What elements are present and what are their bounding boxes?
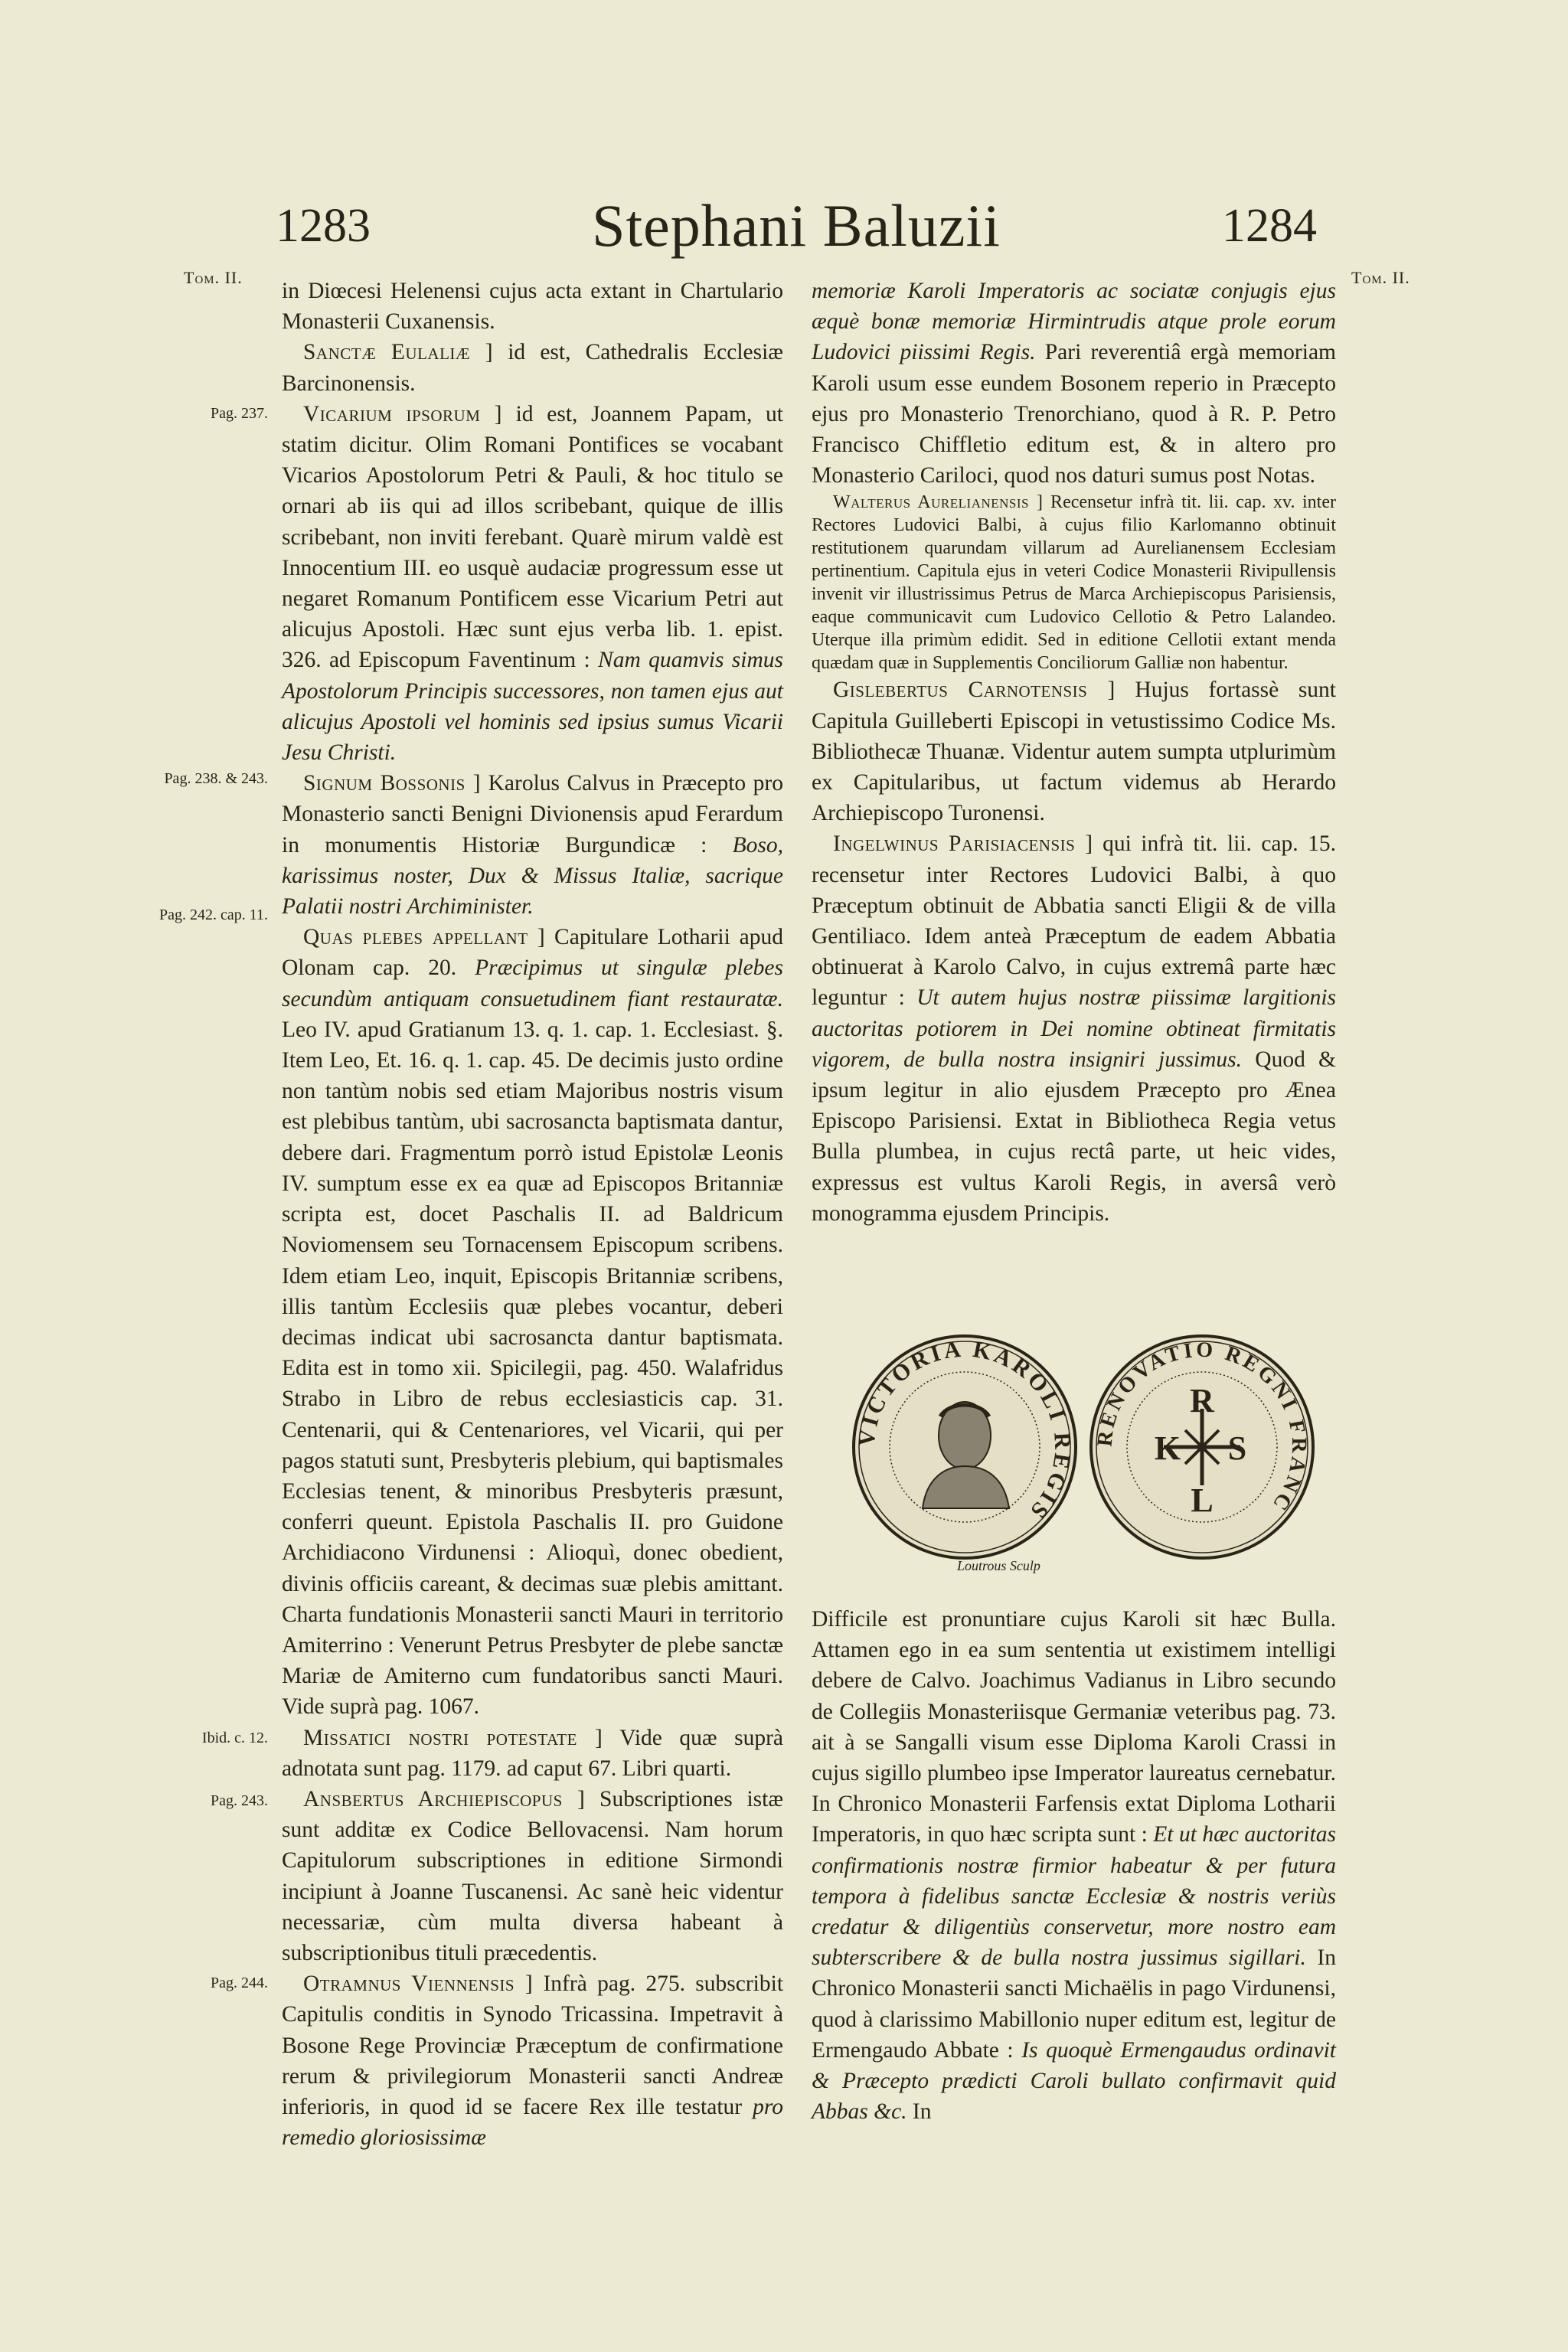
right-column	[812, 276, 1336, 1229]
right-column-continued	[812, 1604, 1336, 2127]
paragraph: Ansbertus Archiepiscopus ] Subscriptiones istæ sunt additæ ex Codice Bellovacensi. Nam horum Capitulorum subscriptiones in editione Sirmondi incipiunt à Joanne Tuscanensi. Ac sanè heic videntur necessariæ, cùm multa diversa habeant à subscriptionibus tituli præcedentis.	[282, 1786, 783, 1965]
margin-note: Pag. 242. cap. 11.	[158, 906, 268, 923]
paragraph: Signum Bossonis ] Karolus Calvus in Præcepto pro Monasterio sancti Benigni Divionensis apud Ferardum in monumentis Historiæ Burgundicæ : Boso, karissimus noster, Dux & Missus Italiæ, sacrique Palatii nostri Archiminister.	[282, 771, 783, 920]
paragraph: Otramnus Viennensis ] Infrà pag. 275. subscribit Capitulis conditis in Synodo Tricassina. Impetravit à Bosone Rege Provinciæ Præceptum de confirmatione rerum & privilegiorum Monasterii sancti Andreæ inferioris, in quod id se facere Rex ille testatur pro remedio gloriosissimæ	[282, 1971, 784, 2151]
seal-reverse-image	[1087, 1332, 1317, 1562]
paragraph: Sanctæ Eulaliæ ] id est, Cathedralis Ecclesiæ Barcinonensis.	[282, 340, 783, 396]
running-title: Stephani Baluzii	[592, 192, 1001, 259]
engraver-signature: Loutrous Sculp	[957, 1558, 1040, 1573]
tome-label-right: Tom. II.	[1351, 268, 1410, 287]
page-number-left: 1283	[276, 200, 371, 252]
paragraph: Difficile est pronuntiare cujus Karoli sit hæc Bulla. Attamen ego in ea sum sententia ut existimem intelligi debere de Calvo. Joachimus Vadianus in Libro secundo de Collegiis Monasteriisque Germaniæ veteribus pag. 73. ait à se Sangalli visum esse Diploma Karoli Crassi in cujus sigillo plumbeo ipse Imperator laureatus cernebatur. In Chronico Monasterii Farfensis extat Diploma Lotharii Imperatoris, in quo hæc scripta sunt : Et ut hæc auctoritas confirmationis nostræ firmior habeatur & per futura tempora à fidelibus sanctæ Ecclesiæ & nostris veriùs credatur & diligentiùs conservetur, more nostro eam subterscribere & de bulla nostra jussimus sigillari. In Chronico Monasterii sancti Michaëlis in pago Virdunensi, quod à clarissimo Mabillonio nuper editum est, legitur de Ermengaudo Abbate : Is quoquè Ermengaudus ordinavit & Præcepto prædicti Caroli bullato confirmavit quid Abbas &c. In	[812, 1607, 1337, 2125]
paragraph: memoriæ Karoli Imperatoris ac sociatæ conjugis ejus æquè bonæ memoriæ Hirmintrudis atque prole eorum Ludovici piissimi Regis. Pari reverentiâ ergà memoriam Karoli usum esse eundem Bosonem reperio in Præcepto ejus pro Monasterio Trenorchiano, quod à R. P. Petro Francisco Chiffletio editum est, & in altero pro Monasterio Cariloci, quod nos daturi sumus post Notas.	[812, 279, 1336, 488]
margin-note: Pag. 237.	[211, 405, 268, 422]
page-number-right: 1284	[1222, 200, 1317, 252]
paragraph: Vicarium ipsorum ] id est, Joannem Papam, ut statim dicitur. Olim Romani Pontifices se vocabant Vicarios Apostolorum Petri & Pauli, & hoc titulo se ornari ab iis qui ad illos scribebant, quique de illis scribebant, non inviti ferebant. Quarè mirum valdè est Innocentium III. eo usquè audaciæ progressum esse ut negaret Romanum Pontificem esse Vicarium Petri aut alicujus Apostoli. Hæc sunt ejus verba lib. 1. epist. 326. ad Episcopum Faventinum : Nam quamvis simus Apostolorum Principis successores, non tamen ejus aut alicujus Apostoli vel hominis sed ipsius sumus Vicarii Jesu Christi.	[282, 401, 783, 766]
paragraph: in Diœcesi Helenensi cujus acta extant in Chartulario Monasterii Cuxanensis.	[282, 279, 783, 335]
margin-note: Pag. 238. & 243.	[164, 770, 268, 787]
seal-figure	[842, 1332, 1332, 1592]
margin-note: Pag. 244.	[211, 1975, 268, 1991]
monogram-letter: K	[1154, 1429, 1181, 1467]
paragraph: Ingelwinus Parisiacensis ] qui infrà tit. lii. cap. 15. recensetur inter Rectores Ludovici Balbi, à quo Præceptum obtinuit de Abbatia sancti Eligii & de villa Gentiliaco. Idem anteà Præceptum de eadem Abbatia obtinuerat à Karolo Calvo, in cujus extremâ parte hæc leguntur : Ut autem hujus nostræ piissimæ largitionis auctoritas potiorem in Dei nomine obtineat firmitatis vigorem, de bulla nostra insigniri jussimus. Quod & ipsum legitur in alio ejusdem Præcepto pro Ænea Episcopo Parisiensi. Extat in Bibliotheca Regia vetus Bulla plumbea, in cujus rectâ parte, ut heic vides, expressus est vultus Karoli Regis, in aversâ verò monogramma ejusdem Principis.	[812, 831, 1336, 1226]
monogram-letter: S	[1227, 1429, 1247, 1467]
left-column	[282, 276, 783, 2153]
monogram-letter: L	[1191, 1481, 1214, 1519]
seal-obverse-image	[850, 1332, 1080, 1562]
paragraph-small: Walterus Aurelianensis ] Recensetur infrà tit. lii. cap. xv. inter Rectores Ludovici Balbi, à cujus filio Karlomanno obtinuit restitutionem quarundam villarum ad Aurelianensem Ecclesiam pertinentium. Capitula ejus in veteri Codice Monasterii Rivipullensis invenit vir illustrissimus Petrus de Marca Archiepiscopus Parisiensis, eaque communicavit cum Ludovico Cellotio & Petro Lalandeo. Uterque illa primùm edidit. Sed in editione Cellotii extant menda quædam quæ in Supplementis Conciliorum Galliæ non habentur.	[812, 492, 1336, 674]
svg-text:VICTORIA KAROLI REGIS: VICTORIA KAROLI REGIS	[854, 1336, 1076, 1526]
page-header	[260, 191, 1332, 268]
tome-label-left: Tom. II.	[184, 268, 243, 287]
margin-note: Ibid. c. 12.	[201, 1730, 268, 1746]
monogram-letter: R	[1190, 1382, 1214, 1419]
paragraph: Quas plebes appellant ] Capitulare Lotharii apud Olonam cap. 20. Præcipimus ut singulæ plebes secundùm antiquam consuetudinem fiant restauratæ. Leo IV. apud Gratianum 13. q. 1. cap. 1. Ecclesiast. §. Item Leo, Et. 16. q. 1. cap. 45. De decimis justo ordine non tantùm nobis sed etiam Majoribus nostris visum est plebibus tantùm, ubi sacrosancta baptismata dantur, debere dari. Fragmentum porrò istud Epistolæ Leonis IV. sumptum esse ex ea quæ ad Episcopos Britanniæ scripta est, docet Paschalis II. ad Baldricum Noviomensem seu Tornacensem Episcopum scribens. Idem etiam Leo, inquit, Episcopis Britanniæ scribens, illis tantùm Ecclesiis quæ plebes vocantur, deberi decimas indicat ubi sacrosancta dantur baptismata. Edita est in tomo xii. Spicilegii, pag. 450. Walafridus Strabo in Libro de rebus ecclesiasticis cap. 31. Centenarii, qui & Centenariores, vel Vicarii, qui per pagos statuti sunt, Presbyteris plebium, qui baptismales Ecclesias tenent, & minoribus Presbyteris præsunt, conferri queunt. Epistola Paschalis II. pro Guidone Archidiacono Virdunensi : Alioquì, donec obedient, divinis officiis careant, & decimas suæ plebis amittant. Charta fundationis Monasterii sancti Mauri in territorio Amiterrino : Venerunt Petrus Presbyter de plebe sanctæ Mariæ de Amiterno cum fundatoribus sancti Mauri. Vide suprà pag. 1067.	[282, 925, 783, 1720]
svg-text:RENOVATIO REGNI FRANC: RENOVATIO REGNI FRANC	[1093, 1338, 1312, 1517]
margin-note: Pag. 243.	[211, 1792, 268, 1809]
paragraph: Gislebertus Carnotensis ] Hujus fortassè sunt Capitula Guilleberti Episcopi in vetustissimo Codice Ms. Bibliothecæ Thuanæ. Videntur autem sumpta utplurimùm ex Capitularibus, ut factum videmus ab Herardo Archiepiscopo Turonensi.	[812, 678, 1336, 826]
paragraph: Missatici nostri potestate ] Vide quæ suprà adnotata sunt pag. 1179. ad caput 67. Libri quarti.	[282, 1725, 783, 1781]
